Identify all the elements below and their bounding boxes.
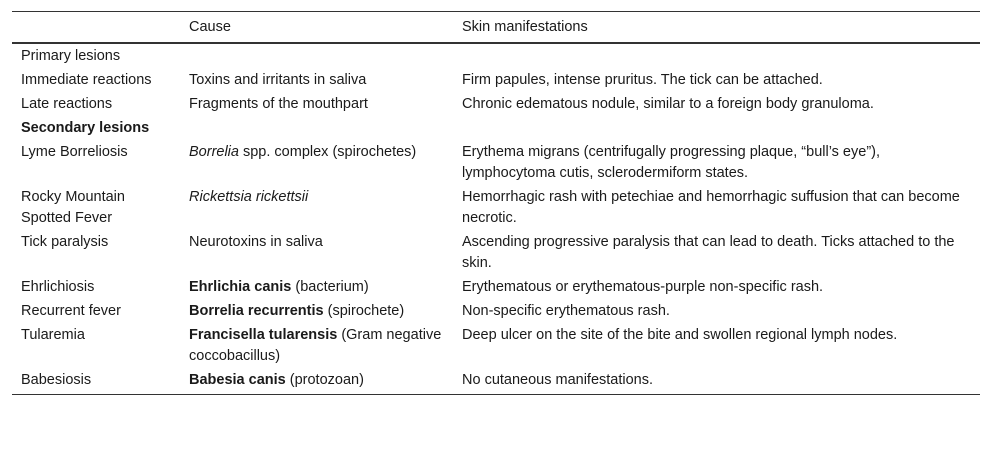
table-row [12,369,980,395]
cell-skin-manifestations: Erythematous or erythematous-purple non-specific rash. [462,279,824,295]
table-row [12,324,980,369]
cell-skin-manifestations [453,43,980,69]
cell-skin-manifestations [453,117,980,141]
table-row [12,93,980,117]
cell-condition: Tularemia [21,327,85,343]
cause-organism: Borrelia [189,144,239,160]
cell-cause [180,43,453,69]
cell-skin-manifestations: Hemorrhagic rash with petechiae and hemorrhagic suffusion that can become necrotic. [462,189,960,226]
cause-organism: Borrelia recurrentis [189,303,324,319]
cause-organism: Toxins and irritants in saliva [189,72,367,88]
cell-skin-manifestations: Firm papules, intense pruritus. The tick can be attached. [462,72,823,88]
cause-organism: Neurotoxins in saliva [189,234,323,250]
cause-organism: Ehrlichia canis [189,279,292,295]
cell-cause [180,300,453,324]
cell-condition: Secondary lesions [21,120,150,136]
table-container [12,11,980,395]
cell-cause [180,117,453,141]
cell-condition: Tick paralysis [21,234,109,250]
cell-cause [180,276,453,300]
table-body [12,43,980,395]
cell-skin-manifestations: Deep ulcer on the site of the bite and swollen regional lymph nodes. [462,327,898,343]
cell-skin-manifestations: Non-specific erythematous rash. [462,303,670,319]
cause-organism: Francisella tularensis [189,327,338,343]
cell-condition: Rocky Mountain Spotted Fever [21,189,125,226]
table-row [12,300,980,324]
cell-cause [180,231,453,276]
table-row [12,43,980,69]
cause-organism: Fragments of the mouthpart [189,96,368,112]
cause-detail: (spirochete) [323,303,405,319]
cell-cause [180,324,453,369]
cell-cause [180,69,453,93]
cell-condition: Lyme Borreliosis [21,144,128,160]
header-cause: Cause [180,12,453,44]
cell-cause [180,369,453,395]
cause-detail: (bacterium) [291,279,369,295]
cell-condition: Late reactions [21,96,113,112]
header-condition [12,12,180,44]
cause-organism: Babesia canis [189,372,286,388]
cell-cause [180,93,453,117]
table-row [12,276,980,300]
cause-detail: spp. complex (spirochetes) [238,144,417,160]
header-row [12,12,980,44]
cell-condition: Babesiosis [12,369,180,395]
table-row [12,69,980,93]
cell-condition: Primary lesions [21,48,121,64]
cell-condition: Recurrent fever [21,303,121,319]
header-skin-manifestations: Skin manifestations [453,12,980,44]
cell-cause [180,141,453,186]
cell-skin-manifestations: Chronic edematous nodule, similar to a foreign body granuloma. [462,96,874,112]
cell-condition: Immediate reactions [21,72,152,88]
table-header [12,12,980,44]
cell-skin-manifestations: Ascending progressive paralysis that can lead to death. Ticks attached to the skin. [462,234,955,271]
table-row [12,117,980,141]
cell-skin-manifestations: Erythema migrans (centrifugally progressing plaque, “bull’s eye”), lymphocytoma cutis, sclerodermiform states. [462,144,881,181]
cell-cause [180,186,453,231]
cell-condition: Ehrlichiosis [21,279,95,295]
table-row [12,141,980,186]
cause-organism: Rickettsia rickettsii [189,189,309,205]
tick-lesions-table [12,11,980,395]
cell-skin-manifestations: No cutaneous manifestations. [453,369,980,395]
cause-detail: (Gram negative coccobacillus) [189,327,442,364]
table-row [12,186,980,231]
table-row [12,231,980,276]
cause-detail: (protozoan) [285,372,364,388]
